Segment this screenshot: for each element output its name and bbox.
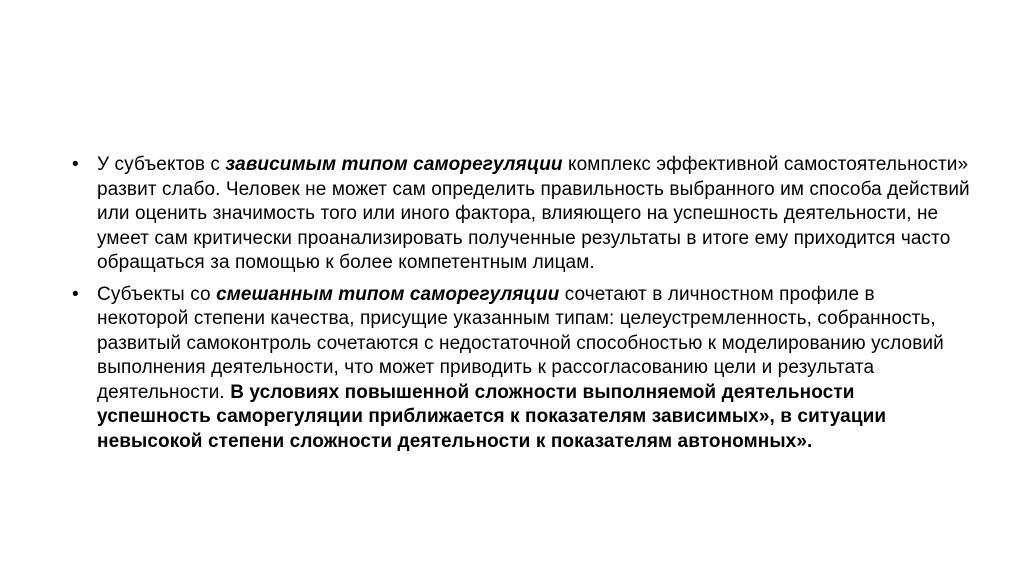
bullet-list bbox=[70, 153, 970, 454]
item-text-lead: Субъекты со bbox=[97, 283, 217, 305]
bold-conclusion: В условиях повышенной сложности выполняемой деятельности успешность саморегуляции приближается к показателям зависимых», в ситуации невысокой степени сложности деятельности к показателям автономных». bbox=[97, 381, 887, 452]
item-text-body: комплекс эффективной самостоятельности» развит слабо. Человек не может сам определить правильность выбранного им способа действий или оценить значимость того или иного фактора, влияющего на успешность деятельности, не умеет сам критически проанализировать полученные результаты в итоге ему приходится часто обращаться за помощью к более компетентным лицам. bbox=[97, 154, 970, 273]
item-text-lead: У субъектов с bbox=[97, 154, 226, 175]
bullet-icon: • bbox=[72, 154, 79, 175]
bullet-icon: • bbox=[72, 283, 79, 305]
item-text-body: сочетают в личностном профиле в некоторой степени качества, присущие указанным типам: целеустремленность, собранность, развитый самоконтроль сочетаются с недостаточной способностью к моделированию условий выполнения деятельности, что может приводить к рассогласованию цели и результата деятельности. bbox=[97, 283, 944, 403]
term-mixed-type: смешанным типом саморегуляции bbox=[216, 283, 560, 305]
bullet-item-mixed-type bbox=[70, 283, 970, 455]
slide-body bbox=[70, 153, 970, 454]
bullet-item-dependent-type bbox=[70, 153, 970, 276]
term-dependent-type: зависимым типом саморегуляции bbox=[225, 154, 563, 175]
